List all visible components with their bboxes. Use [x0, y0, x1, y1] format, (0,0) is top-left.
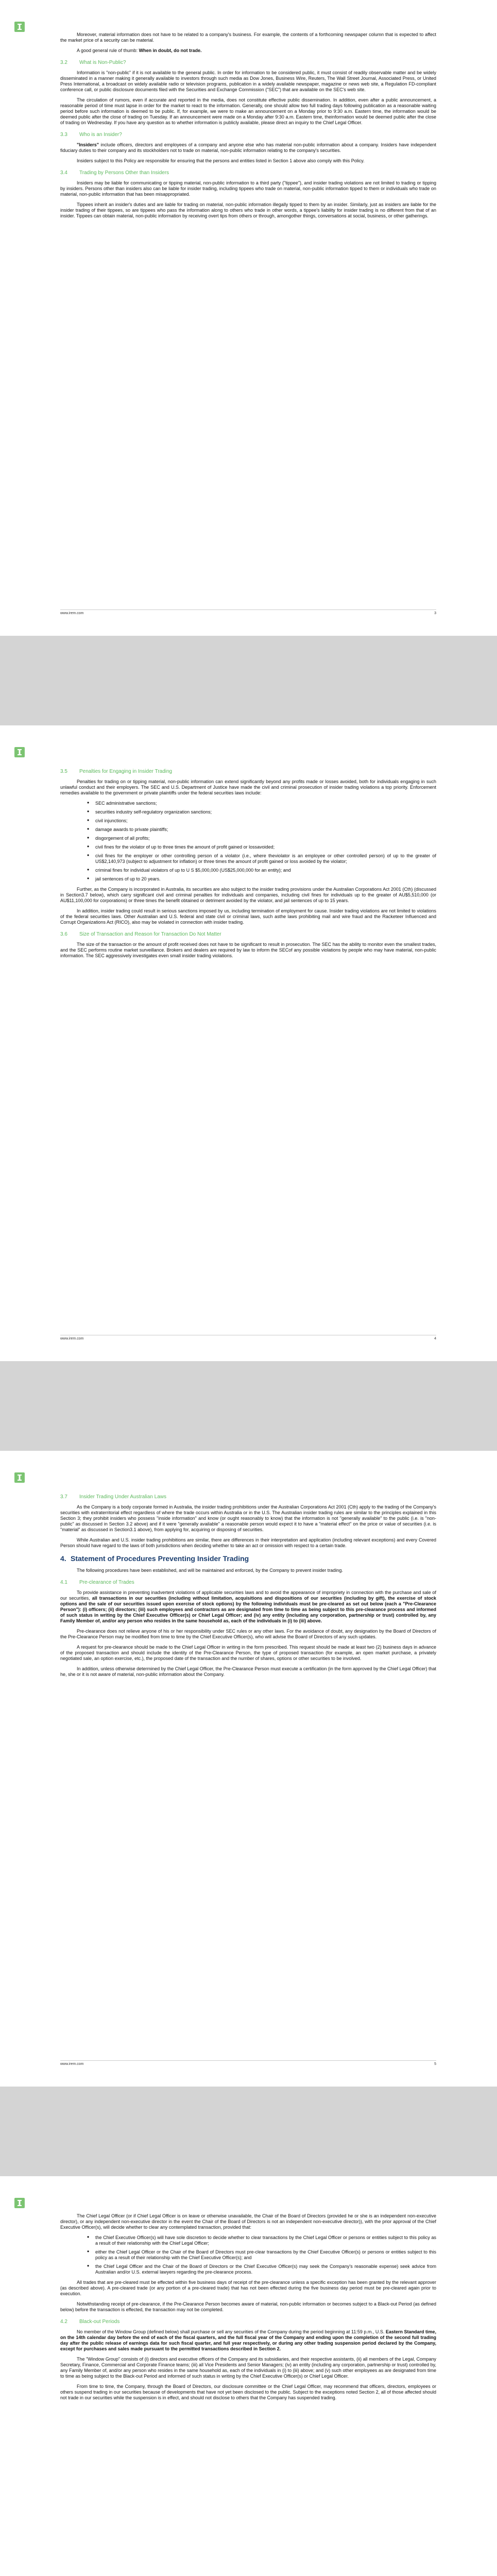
- section-heading: [60, 1494, 436, 1500]
- section-title: Trading by Persons Other than Insiders: [79, 170, 169, 176]
- paragraph: Moreover, material information does not have to be related to a company's business. For example, the contents of a forthcoming newspaper column that is expected to affect the market price of a security can be material.: [60, 32, 436, 43]
- page-number: 3: [434, 612, 436, 615]
- list-item: • the Chief Executive Officer(s) will have sole discretion to decide whether to clear transactions by the Chief Legal Officer or persons or entities subject to this policy as a result of their relationship with the Chief Legal Officer;: [95, 2235, 436, 2246]
- document-page-1: [0, 0, 497, 636]
- text: include officers, directors and employees of a company and anyone else who has material non-public information about a company. Insiders have independent fiduciary duties to their company and its stockholders not to trade on material, non-public information relating to the company's securities.: [60, 142, 436, 153]
- section-title: Who is an Insider?: [79, 132, 122, 138]
- page-footer: [60, 2060, 436, 2066]
- list-item: • civil injunctions;: [95, 818, 436, 824]
- paragraph: In addition, unless otherwise determined by the Chief Legal Officer, the Pre-Clearance Person must execute a certification (in the form approved by the Chief Legal Officer) that he, she or it is not aware of material, non-public information about the Company.: [60, 1666, 436, 1677]
- page-content: [60, 2213, 436, 2405]
- chapter-number: 4.: [60, 1554, 66, 1563]
- section-number: 3.2: [60, 60, 67, 65]
- section-number: 3.3: [60, 132, 67, 138]
- section-heading: [60, 132, 436, 138]
- page-content: [60, 32, 436, 224]
- list-item: • damage awards to private plaintiffs;: [95, 827, 436, 833]
- text: A good general rule of thumb:: [77, 48, 139, 53]
- text: No member of the Window Group (defined below) shall purchase or sell any securities of the Company during the period beginning at 11:59 p.m., U.S.: [77, 2329, 386, 2334]
- list-item: • civil fines for the employer or other controlling person of a violator (i.e., where theviolator is an employee or other controlled person) of up to the greater of US$2,140,973 (subject to adjustment for inflation) or three times the amount of profit gained or loss avoided by the violator;: [95, 853, 436, 865]
- page-footer: [60, 1335, 436, 1341]
- document-page-3: [0, 1451, 497, 2087]
- section-heading: [60, 60, 436, 65]
- paragraph: Further, as the Company is incorporated in Australia, its securities are also subject to the insider trading provisions under the Australian Corporations Act 2001 (Cth) (discussed in Section3.7 below), which carry significant civil and criminal penalties for individuals and companies, including civil fines for individuals up to the greater of AU$5,510,000 (or AU$11,100,000 for corporations) or three times the benefit obtained or detriment avoided by the violator, and jail sentences of up to 15 years.: [60, 887, 436, 903]
- chapter-heading: [60, 1556, 436, 1562]
- section-heading: [60, 931, 436, 937]
- paragraph: Insiders may be liable for communicating or tipping material, non-public information to a third party ("tippee"), and insider trading violations are not limited to trading or tipping by insiders. Persons other than insiders also can be liable for insider trading, including tippees who trade on material, non-public information tipped to them or individuals who trade on material, non-public information that has been misappropriated.: [60, 180, 436, 197]
- bold-text: When in doubt, do not trade.: [139, 48, 202, 53]
- page-number: 5: [434, 2062, 436, 2066]
- paragraph: As the Company is a body corporate formed in Australia, the insider trading prohibitions under the Australian Corporations Act 2001 (Cth) apply to the trading of the Company's securities with extraterritorial effect regardless of where the trade occurs within Australia or in the U.S. The Australian insider trading rules are similar to the principles explained in this Section 3; they prohibit insiders who possess "inside information" and know (or ought reasonably to know) that the information is not "generally available" to the public (i.e. is "non-public" as discussed in Section 3.2 above) and if it were "generally available" a reasonable person would expect it to have a "material effect" on the price or value of securities (i.e. is "material" as discussed in Section3.1 above), from applying for, acquiring or disposing of securities.: [60, 1504, 436, 1532]
- list-item: • the Chief Legal Officer and the Chair of the Board of Directors or the Chief Executive Officer(s) may seek the Company's reasonable expense) seek advice from Australian and/or U.S. external lawyers regarding the pre-clearance process.: [95, 2264, 436, 2275]
- section-heading: [60, 170, 436, 176]
- paragraph: Tippees inherit an insider's duties and are liable for trading on material, non-public information illegally tipped to them by an insider. Similarly, just as insiders are liable for the insider trading of their tippees, so are tippees who pass the information along to others who trade in other words, a tippee's liability for insider trading is no different from that of an insider. Tippees can obtain material, non-public information by receiving overt tips from others or through, amongother things, conversations at social, business, or other gatherings.: [60, 202, 436, 218]
- paragraph: Insiders subject to this Policy are responsible for ensuring that the persons and entities listed in Section 1 above also comply with this Policy.: [77, 158, 365, 163]
- section-number: 4.2: [60, 2319, 67, 2325]
- bold-text: Eastern Standard time, on the 14th calendar day before the end of each of the fiscal quarters, and the full fiscal year of the Company and ending upon the completion of the second full trading day after the public release of earnings data for such fiscal quarter, and full year respectively, or during any other trading suspension period declared by the Company, except for purchases and sales made pursuant to the permitted transactions described in Section 2.: [60, 2329, 437, 2351]
- section-number: 4.1: [60, 1580, 67, 1585]
- footer-url[interactable]: www.irem.com: [60, 612, 84, 615]
- page-number: 4: [434, 1337, 436, 1341]
- list-item: • disgorgement of all profits;: [95, 836, 436, 841]
- list-item: • either the Chief Legal Officer or the Chair of the Board of Directors must pre-clear transactions by the Chief Executive Officer(s) or persons or entities subject to this policy as a result of their relationship with the Chief Executive Officer(s); and: [95, 2249, 436, 2261]
- paragraph: In addition, insider trading could result in serious sanctions imposed by us, including termination of employment for cause. Insider trading violations are not limited to violations of the federal securities laws. Other Australian and U.S. federal and state civil or criminal laws, such asthe laws prohibiting mail and wire fraud and the Racketeer Influenced and Corrupt Organizations Act (RICO), also may be violated in connection with insider trading.: [60, 908, 436, 925]
- paragraph: Information is "non-public" if it is not available to the general public. In order for information to be considered public, it must consist of readily observable matter and be widely disseminated in a manner making it generally available to investors through such media as Dow Jones, Business Wire, Reuters, The Wall Street Journal, Associated Press, or United Press International, a broadcast on widely available radio or television programs, publication in a widely available newspaper, magazine or news web site, a Regulation FD-compliant conference call, or public disclosure documents filed with the Securities and Exchange Commission ("SEC") that are available on the SEC's web site.: [60, 70, 436, 92]
- preclearance-list: [60, 2235, 436, 2275]
- paragraph: The size of the transaction or the amount of profit received does not have to be significant to result in prosecution. The SEC has the ability to monitor even the smallest trades, and the SEC performs routine market surveillance. Brokers and dealers are required by law to inform the SECof any possible violations by people who may have material, non-public information. The SEC aggressively investigates even small insider trading violations.: [60, 942, 436, 958]
- section-title: Penalties for Engaging in Insider Trading: [79, 769, 173, 774]
- company-logo-icon: [14, 1472, 25, 1483]
- section-title: Insider Trading Under Australian Laws: [79, 1494, 166, 1500]
- section-number: 3.4: [60, 170, 67, 176]
- list-item: • jail sentences of up to 20 years.: [95, 876, 436, 882]
- section-heading: [60, 1580, 436, 1585]
- section-heading: [60, 769, 436, 774]
- paragraph: The Chief Legal Officer (or if Chief Legal Officer is on leave or otherwise unavailable, the Chair of the Board of Directors (provided he or she is an independent non-executive director), or any independent non-executive director in the event the Chair of the Board of Directors is not an independent non-executive director)), with the prior approval of the Chief Executive Officer(s), will decide whether to clear any contemplated transaction, provided that:: [60, 2213, 436, 2230]
- text: To provide assistance in preventing inadvertent violations of applicable securities laws and to avoid the appearance of impropriety in connection with the purchase and sale of our securities,: [60, 1590, 436, 1601]
- list-item: • SEC administrative sanctions;: [95, 801, 436, 806]
- footer-url[interactable]: www.irem.com: [60, 2062, 84, 2066]
- company-logo-icon: [14, 747, 25, 757]
- paragraph: [60, 1590, 436, 1624]
- list-item: • civil fines for the violator of up to three times the amount of profit gained or lossavoided;: [95, 844, 436, 850]
- document-page-4: [0, 2176, 497, 2576]
- company-logo-icon: [14, 22, 25, 32]
- page-content: [60, 762, 436, 963]
- paragraph: The circulation of rumors, even if accurate and reported in the media, does not constitute effective public dissemination. In addition, even after a public announcement, a reasonable period of time must lapse in order for the market to react to the information. Generally, one should allow two full trading days following publication as a reasonable waiting period before such information is deemed to be public. If, for example, we were to make an announcement on a Monday prior to 9:30 a.m. Eastern time, the information would be deemed public after the close of trading on Tuesday. If an announcement were made on a Monday after 9:30 a.m. Eastern time, theinformation would be deemed public after the close of trading on Wednesday. If you have any question as to whether information is publicly available, please direct an inquiry to the Chief Legal Officer.: [60, 97, 436, 125]
- section-title: Black-out Periods: [79, 2319, 120, 2325]
- paragraph: The following procedures have been established, and will be maintained and enforced, by the Company to prevent insider trading.: [77, 1568, 343, 1573]
- company-logo-icon: [14, 2198, 25, 2208]
- footer-url[interactable]: www.irem.com: [60, 1337, 84, 1341]
- paragraph: The "Window Group" consists of (i) directors and executive officers of the Company and its subsidiaries, and their respective assistants, (ii) all members of the Legal, Company Secretary, Finance, Commercial and Corporate Finance teams; (iii) all Vice Presidents and Senior Managers; (iv) an entity (including any corporation, partnership or trust) controlled by, any Family Member of, and/or any person who resides in the same household as, each of the individuals in (i) to (iii) above; and (v) such other employees as are designated from time to time as being subject to the Black-out Period and informed of such status in writing by the Chief Executive Officer(s) or Chief Legal Officer.: [60, 2357, 436, 2379]
- paragraph: While Australian and U.S. insider trading prohibitions are similar, there are differences in their interpretation and application (including relevant exceptions) and every Covered Person should have regard to the laws of both jurisdictions when deciding whether to take an act or omission with respect to a certain trade.: [60, 1537, 436, 1548]
- paragraph: [60, 142, 436, 154]
- paragraph: [60, 2329, 436, 2352]
- list-item: • criminal fines for individual violators of up to U S $5,000,000 (US$25,000,000 for an entity); and: [95, 868, 436, 873]
- page-footer: [60, 609, 436, 615]
- section-heading: [60, 2319, 436, 2325]
- bold-text: "Insiders": [77, 142, 99, 147]
- paragraph: Notwithstanding receipt of pre-clearance, if the Pre-Clearance Person becomes aware of material, non-public information or becomes subject to a Black-out Period (as defined below) before the transaction is effected, the transaction may not be completed.: [60, 2301, 436, 2312]
- section-number: 3.7: [60, 1494, 67, 1500]
- page-content: [60, 1488, 436, 1682]
- penalties-list: [60, 801, 436, 882]
- section-title: Size of Transaction and Reason for Transaction Do Not Matter: [79, 931, 221, 937]
- section-number: 3.5: [60, 769, 67, 774]
- paragraph: From time to time, the Company, through the Board of Directors, our disclosure committee or the Chief Legal Officer, may recommend that officers, directors, employees or others suspend trading in our securities because of developments that have not yet been disclosed to the public. Subject to the exceptions noted Section 2, all of those affected should not trade in our securities while the suspension is in effect, and should not disclose to others that the Company has suspended trading.: [60, 2384, 436, 2400]
- bold-text: all transactions in our securities (including without limitation, acquisitions and dispositions of our securities (including by gift), the exercise of stock options and the sale of our securities issued upon exercise of stock options) by the following individuals must be pre-cleared as set out below (each a "Pre-Clearance Person"): (i) officers; (ii) directors; (iii) such employees and contractors as are designated from time to time as being subject to this pre-clearance process and informed of such status in writing by the Chief Executive Officer(s) or Chief Legal Officer; and (iv) any entity (including any corporation, partnership or trust) controlled by, any Family Member of, and/or any person who resides in the same household as, each of the individuals in (i) to (iii) above.: [60, 1596, 436, 1623]
- paragraph: All trades that are pre-cleared must be effected within five business days of receipt of the pre-clearance unless a specific exception has been granted by the relevant approver (as described above). A pre-cleared trade (or any portion of a pre-cleared trade) that has not been effected during the five business day period must be pre-cleared again prior to execution.: [60, 2280, 436, 2296]
- chapter-title: Statement of Procedures Preventing Insider Trading: [71, 1554, 249, 1563]
- document-page-2: [0, 725, 497, 1361]
- paragraph: [60, 48, 436, 54]
- section-title: Pre-clearance of Trades: [79, 1580, 134, 1585]
- paragraph: Penalties for trading on or tipping material, non-public information can extend significantly beyond any profits made or losses avoided, both for individuals engaging in such unlawful conduct and their employers. The SEC and U.S. Department of Justice have made the civil and criminal prosecution of insider trading violations a top priority. Enforcement remedies available to the government or private plaintiffs under the federal securities laws include:: [60, 779, 436, 795]
- paragraph: Pre-clearance does not relieve anyone of his or her responsibility under SEC rules or any other laws. For the avoidance of doubt, any designation by the Board of Directors of the Pre-Clearance Person may be modified from time to time by the Chief Executive Officer(s), who will advise the Board of Directors of any such updates.: [60, 1629, 436, 1639]
- section-number: 3.6: [60, 931, 67, 937]
- section-title: What is Non-Public?: [79, 60, 126, 65]
- paragraph: A request for pre-clearance should be made to the Chief Legal Officer in writing in the form prescribed. This request should be made at least two (2) business days in advance of the proposed transaction and should include the identity of the Pre-Clearance Person, the type of proposed transaction (for example, an open market purchase, a privately negotiated sale, an option exercise, etc.), the proposed date of the transaction and the number of shares, options or other securities to be involved.: [60, 1645, 436, 1661]
- list-item: • securities industry self-regulatory organization sanctions;: [95, 809, 436, 815]
